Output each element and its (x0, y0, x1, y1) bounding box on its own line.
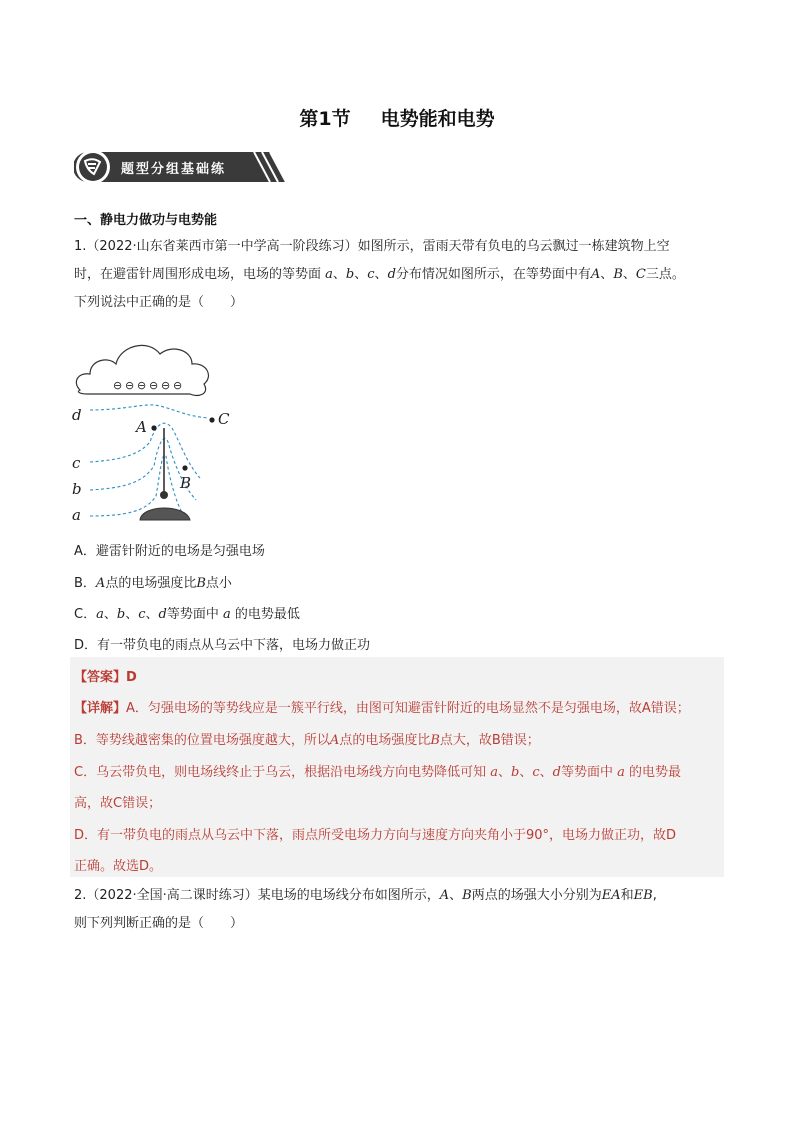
question-2-stem (74, 882, 734, 938)
svg-text:⊖: ⊖ (125, 379, 135, 392)
label-c: c (72, 454, 81, 472)
section-heading: 一、静电力做功与电势能 (74, 213, 218, 228)
lightning-rod-figure (68, 332, 238, 524)
q1-line1: 1.（2022·山东省莱西市第一中学高一阶段练习）如图所示，雷雨天带有负电的乌云飘过一栋建筑物上空 (74, 239, 670, 254)
banner-label: 题型分组基础练 (121, 162, 227, 177)
section-topic: 电势能和电势 (380, 108, 495, 130)
label-b: b (72, 480, 82, 498)
answer-line (74, 666, 734, 685)
option-c: C．a、b、c、d等势面中 a 的电势最低 (74, 607, 300, 622)
point-B (182, 465, 187, 470)
detail-line-3: C．乌云带负电，则电场线终止于乌云，根据沿电场线方向电势降低可知 a、b、c、d等势面中 a 的电势最 (74, 765, 682, 780)
option-b: B．A点的电场强度比B点小 (74, 576, 232, 591)
detail-line-4: 高，故C错误； (74, 796, 162, 811)
svg-text:⊖: ⊖ (137, 379, 147, 392)
point-C (209, 417, 214, 422)
option-a: A．避雷针附近的电场是匀强电场 (74, 544, 265, 559)
detail-line-1: 【详解】A．匀强电场的等势线应是一簇平行线，由图可知避雷针附近的电场显然不是匀强电场，故A错误； (74, 701, 690, 716)
label-A: A (136, 418, 147, 436)
svg-text:⊖: ⊖ (161, 379, 171, 392)
svg-text:⊖: ⊖ (173, 379, 183, 392)
label-C: C (218, 410, 230, 428)
q1-line3: 下列说法中正确的是（ ） (74, 295, 244, 310)
svg-text:⊖: ⊖ (113, 379, 123, 392)
question-1-stem (74, 233, 734, 317)
page-title (0, 104, 794, 131)
answer-tag: 【答案】 (74, 670, 127, 685)
detail-line-6: 正确。故选D。 (74, 859, 163, 874)
rod-ball (160, 491, 168, 499)
equipotential-a (90, 455, 184, 516)
label-d: d (72, 406, 82, 424)
answer-value: D (126, 670, 137, 685)
detail-line-2: B．等势线越密集的位置电场强度越大，所以A点的电场强度比B点大，故B错误； (74, 733, 540, 748)
q2-line2: 则下列判断正确的是（ ） (74, 916, 244, 931)
label-B: B (180, 474, 192, 492)
point-A (151, 425, 156, 430)
equipotential-d (90, 405, 208, 418)
q2-line1: 2.（2022·全国·高二课时练习）某电场的电场线分布如图所示，A、B两点的场强大小分别为EA和EB, (74, 888, 657, 903)
detail-line-5: D．有一带负电的雨点从乌云中下落，雨点所受电场力方向与速度方向夹角小于90°，电场力做正功，故D (74, 828, 677, 843)
svg-text:⊖: ⊖ (149, 379, 159, 392)
q1-line2: 时，在避雷针周围形成电场，电场的等势面 a、b、c、d分布情况如图所示，在等势面中有A、B、C三点。 (74, 267, 685, 282)
option-d: D．有一带负电的雨点从乌云中下落，电场力做正功 (74, 638, 371, 653)
label-a: a (72, 506, 81, 524)
building-dome (140, 508, 190, 520)
section-number: 第1节 (299, 108, 351, 130)
detail-tag: 【详解】 (74, 701, 127, 716)
